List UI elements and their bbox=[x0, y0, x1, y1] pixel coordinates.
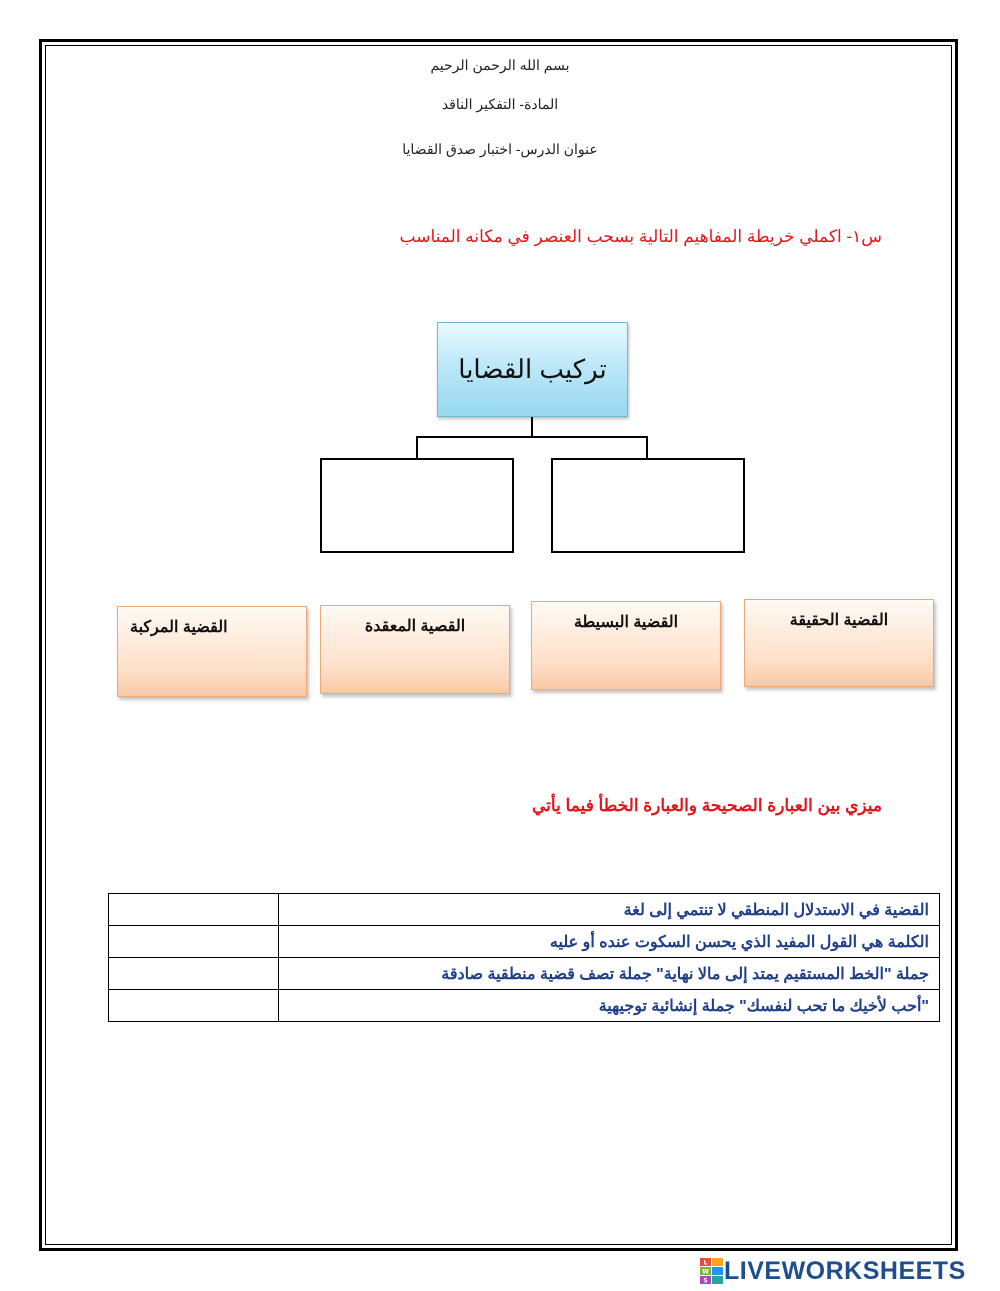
question-1-prompt: س١- اكملي خريطة المفاهيم التالية بسحب العنصر في مكانه المناسب bbox=[399, 227, 882, 246]
option-compound-proposition[interactable]: القضية المركبة bbox=[117, 606, 307, 697]
table-row bbox=[109, 958, 940, 990]
answer-cell[interactable] bbox=[109, 958, 279, 990]
lesson-title: عنوان الدرس- اختبار صدق القضايا bbox=[402, 141, 598, 157]
answer-cell[interactable] bbox=[109, 926, 279, 958]
question-2-prompt: ميزي بين العبارة الصحيحة والعبارة الخطأ فيما يأتي bbox=[532, 796, 882, 815]
statement-cell: القضية في الاستدلال المنطقي لا تنتمي إلى لغة bbox=[279, 894, 940, 926]
option-true-proposition[interactable]: القضية الحقيقة bbox=[744, 599, 934, 687]
logo-letter: L bbox=[703, 1259, 708, 1267]
statement-cell: الكلمة هي القول المفيد الذي يحسن السكوت عنده أو عليه bbox=[279, 926, 940, 958]
drop-target-right[interactable] bbox=[551, 458, 745, 553]
concept-map-root: تركيب القضايا bbox=[437, 322, 628, 417]
answer-cell[interactable] bbox=[109, 990, 279, 1022]
option-simple-proposition[interactable]: القضية البسيطة bbox=[531, 601, 721, 690]
answer-cell[interactable] bbox=[109, 894, 279, 926]
true-false-table bbox=[108, 893, 940, 1022]
liveworksheets-brand bbox=[700, 1256, 966, 1286]
drop-target-left[interactable] bbox=[320, 458, 514, 553]
option-complex-proposition[interactable]: القصية المعقدة bbox=[320, 605, 510, 694]
brand-name: LIVEWORKSHEETS bbox=[724, 1256, 966, 1285]
table-row bbox=[109, 990, 940, 1022]
logo-letter: W bbox=[702, 1268, 709, 1276]
table-row bbox=[109, 926, 940, 958]
subject-line: المادة- التفكير الناقد bbox=[441, 96, 559, 112]
statement-cell: "أحب لأخيك ما تحب لنفسك" جملة إنشائية توجيهية bbox=[279, 990, 940, 1022]
table-row bbox=[109, 894, 940, 926]
liveworksheets-logo-icon bbox=[700, 1258, 724, 1284]
logo-letter: S bbox=[703, 1277, 708, 1284]
statement-cell: جملة "الخط المستقيم يمتد إلى مالا نهاية" جملة تصف قضية منطقية صادقة bbox=[279, 958, 940, 990]
basmala: بسم الله الرحمن الرحيم bbox=[430, 57, 570, 73]
